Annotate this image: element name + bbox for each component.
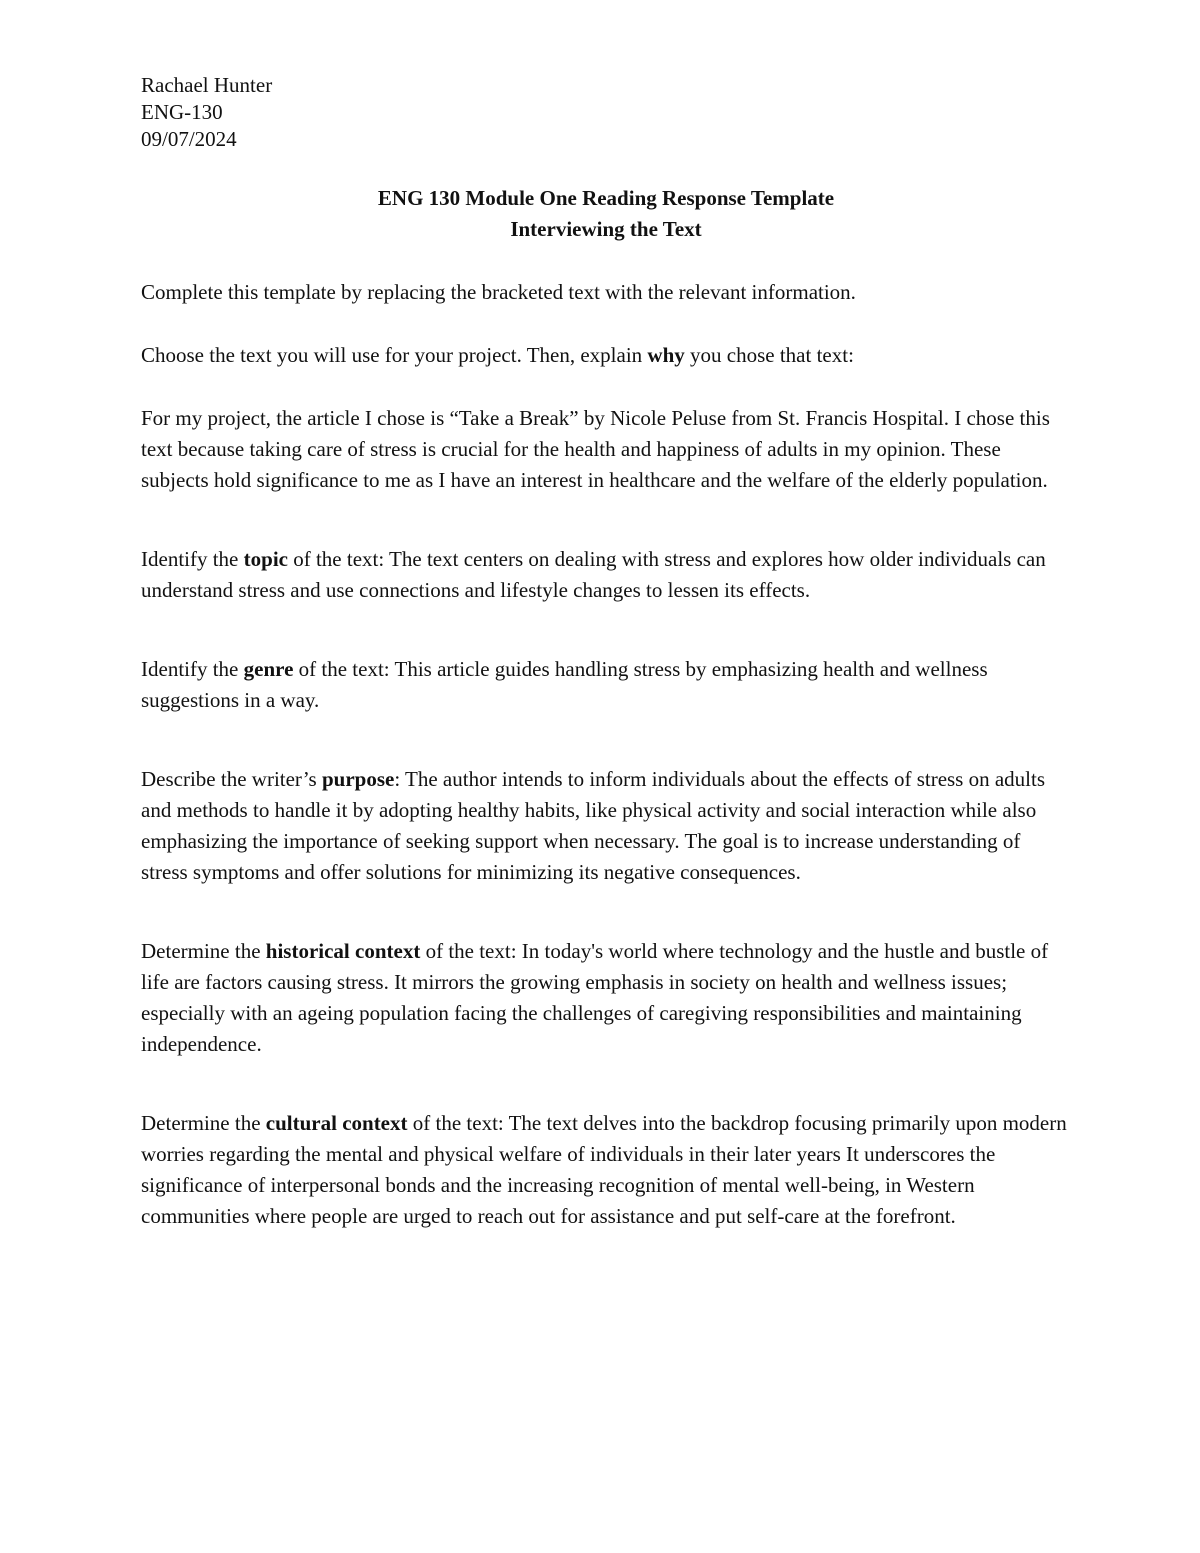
cultural-context-answer: of the text: The text delves into the backdrop focusing primarily upon modern worries regarding the mental and physical welfare of individuals in their later years It underscores the significance of interpersonal bonds and the increasing recognition of mental well-being, in Western communities where people are urged to reach out for assistance and put self-care at the forefront. bbox=[141, 1111, 1067, 1228]
topic-label: topic bbox=[243, 547, 288, 571]
cultural-context-label: cultural context bbox=[265, 1111, 408, 1135]
cultural-context-before: Determine the bbox=[141, 1111, 266, 1135]
date: 09/07/2024 bbox=[141, 127, 237, 151]
choose-prompt bbox=[141, 340, 1071, 371]
purpose-label: purpose bbox=[321, 767, 395, 791]
title-block bbox=[141, 183, 1071, 245]
purpose-answer: : The author intends to inform individuals about the effects of stress on adults and methods to handle it by adopting healthy habits, like physical activity and social interaction while also emphasizing the importance of seeking support when necessary. The goal is to increase understanding of stress symptoms and offer solutions for minimizing its negative consequences. bbox=[141, 767, 1046, 884]
topic-answer: of the text: The text centers on dealing with stress and explores how older individuals can understand stress and use connections and lifestyle changes to lessen its effects. bbox=[141, 547, 1046, 602]
student-name: Rachael Hunter bbox=[141, 73, 273, 97]
genre-answer: of the text: This article guides handling stress by emphasizing health and wellness suggestions in a way. bbox=[141, 657, 988, 712]
header-block bbox=[141, 72, 1071, 153]
choose-prompt-before: Choose the text you will use for your project. Then, explain bbox=[141, 343, 648, 367]
topic-section bbox=[141, 544, 1071, 606]
instruction-text: Complete this template by replacing the bracketed text with the relevant information. bbox=[141, 280, 856, 304]
project-response: For my project, the article I chose is “Take a Break” by Nicole Peluse from St. Francis Hospital. I chose this text because taking care of stress is crucial for the health and happiness of adults in my opinion. These subjects hold significance to me as I have an interest in healthcare and the welfare of the elderly population. bbox=[141, 406, 1050, 492]
choose-prompt-after: you chose that text: bbox=[684, 343, 854, 367]
document-body bbox=[141, 72, 1071, 1232]
course-code: ENG-130 bbox=[141, 100, 223, 124]
choose-prompt-bold: why bbox=[647, 343, 685, 367]
historical-context-answer: of the text: In today's world where technology and the hustle and bustle of life are factors causing stress. It mirrors the growing emphasis in society on health and wellness issues; especially with an ageing population facing the challenges of caregiving responsibilities and maintaining independence. bbox=[141, 939, 1049, 1056]
historical-context-before: Determine the bbox=[141, 939, 266, 963]
topic-before: Identify the bbox=[141, 547, 244, 571]
purpose-section bbox=[141, 764, 1071, 888]
purpose-before: Describe the writer’s bbox=[141, 767, 322, 791]
genre-label: genre bbox=[243, 657, 294, 681]
genre-section bbox=[141, 654, 1071, 716]
historical-context-section bbox=[141, 936, 1071, 1060]
historical-context-label: historical context bbox=[265, 939, 421, 963]
cultural-context-section bbox=[141, 1108, 1071, 1232]
document-title: ENG 130 Module One Reading Response Template bbox=[377, 186, 835, 210]
genre-before: Identify the bbox=[141, 657, 244, 681]
document-subtitle: Interviewing the Text bbox=[510, 217, 702, 241]
